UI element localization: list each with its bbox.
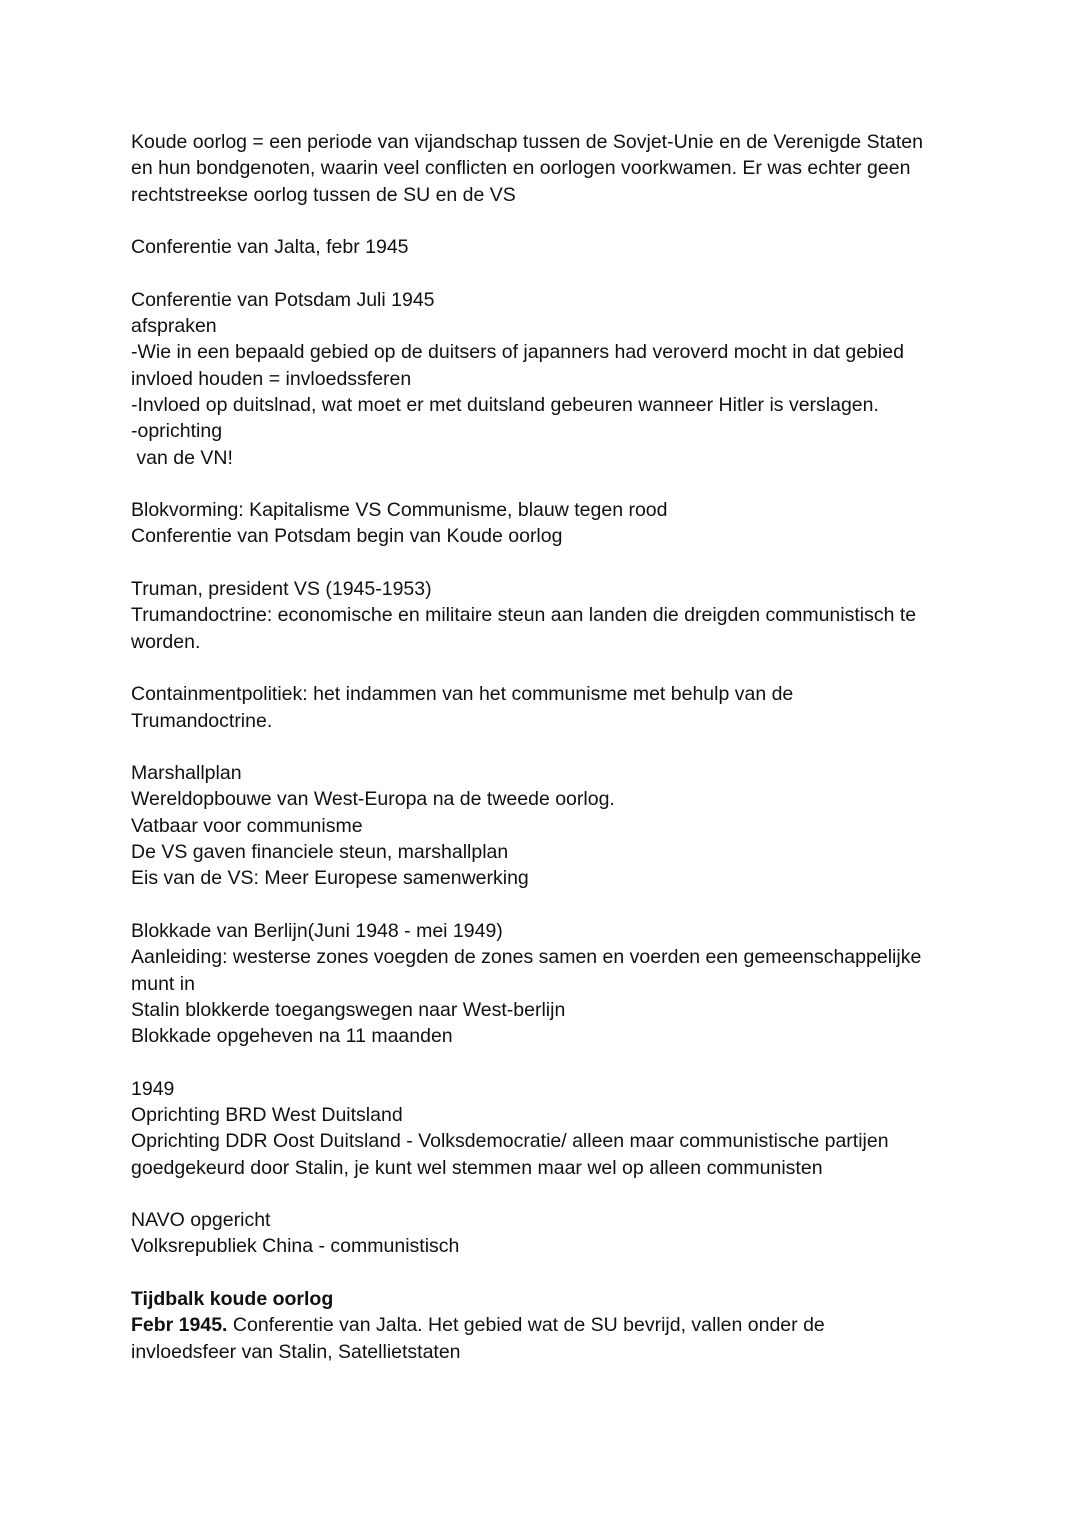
text-line: Trumandoctrine. xyxy=(131,709,273,732)
paragraph-koude-oorlog-definitie xyxy=(131,129,961,208)
paragraph-containment xyxy=(131,681,961,734)
text-line: -Invloed op duitslnad, wat moet er met duitsland gebeuren wanneer Hitler is verslagen. xyxy=(131,393,879,416)
tijdbalk-entry-text-2: invloedsfeer van Stalin, Satellietstaten xyxy=(131,1340,461,1363)
paragraph-truman xyxy=(131,576,961,655)
paragraph-potsdam xyxy=(131,287,961,471)
tijdbalk-heading: Tijdbalk koude oorlog xyxy=(131,1288,334,1311)
paragraph-jalta xyxy=(131,234,961,260)
paragraph-marshallplan xyxy=(131,760,961,891)
paragraph-blokkade-berlijn xyxy=(131,918,961,1049)
text-line: Conferentie van Jalta, febr 1945 xyxy=(131,236,409,259)
text-line: Wereldopbouwe van West-Europa na de tweede oorlog. xyxy=(131,788,615,811)
document-paragraphs xyxy=(131,129,961,1260)
paragraph-navo xyxy=(131,1207,961,1260)
text-line: -oprichting xyxy=(131,420,223,443)
text-line: De VS gaven financiele steun, marshallplan xyxy=(131,841,509,864)
text-line: Stalin blokkerde toegangswegen naar West-berlijn xyxy=(131,998,566,1021)
text-line: goedgekeurd door Stalin, je kunt wel stemmen maar wel op alleen communisten xyxy=(131,1156,823,1179)
text-line: Oprichting BRD West Duitsland xyxy=(131,1103,403,1126)
text-line: Truman, president VS (1945-1953) xyxy=(131,578,432,601)
text-line: Vatbaar voor communisme xyxy=(131,814,363,837)
text-line: en hun bondgenoten, waarin veel conflicten en oorlogen voorkwamen. Er was echter geen xyxy=(131,157,911,180)
text-line: Blokkade van Berlijn(Juni 1948 - mei 1949) xyxy=(131,919,503,942)
text-line: Eis van de VS: Meer Europese samenwerking xyxy=(131,867,529,890)
text-line: invloed houden = invloedssferen xyxy=(131,367,412,390)
tijdbalk-section xyxy=(131,1286,961,1365)
text-line: munt in xyxy=(131,972,195,995)
text-line: Containmentpolitiek: het indammen van het communisme met behulp van de xyxy=(131,683,794,706)
paragraph-1949 xyxy=(131,1076,961,1181)
text-line: -Wie in een bepaald gebied op de duitsers of japanners had veroverd mocht in dat gebied xyxy=(131,341,904,364)
tijdbalk-entry xyxy=(131,1312,961,1338)
text-line: Blokkade opgeheven na 11 maanden xyxy=(131,1025,453,1048)
text-line: rechtstreekse oorlog tussen de SU en de VS xyxy=(131,183,516,206)
text-line: Conferentie van Potsdam Juli 1945 xyxy=(131,288,435,311)
text-line: van de VN! xyxy=(131,446,233,469)
text-line: Volksrepubliek China - communistisch xyxy=(131,1235,460,1258)
text-line: afspraken xyxy=(131,315,217,338)
paragraph-blokvorming xyxy=(131,497,961,550)
text-line: Koude oorlog = een periode van vijandschap tussen de Sovjet-Unie en de Verenigde Staten xyxy=(131,131,923,153)
tijdbalk-entry-text-1: Conferentie van Jalta. Het gebied wat de SU bevrijd, vallen onder de xyxy=(227,1314,825,1337)
text-line: Trumandoctrine: economische en militaire steun aan landen die dreigden communistisch te xyxy=(131,604,917,627)
document-body xyxy=(131,129,961,1391)
text-line: Oprichting DDR Oost Duitsland - Volksdemocratie/ alleen maar communistische partijen xyxy=(131,1130,889,1153)
text-line: 1949 xyxy=(131,1077,175,1100)
text-line: Aanleiding: westerse zones voegden de zones samen en voerden een gemeenschappelijke xyxy=(131,946,922,969)
text-line: Marshallplan xyxy=(131,762,242,785)
text-line: NAVO opgericht xyxy=(131,1209,271,1232)
text-line: Conferentie van Potsdam begin van Koude oorlog xyxy=(131,525,563,548)
text-line: Blokvorming: Kapitalisme VS Communisme, blauw tegen rood xyxy=(131,499,668,522)
text-line: worden. xyxy=(131,630,201,653)
tijdbalk-entry-date: Febr 1945. xyxy=(131,1314,228,1337)
